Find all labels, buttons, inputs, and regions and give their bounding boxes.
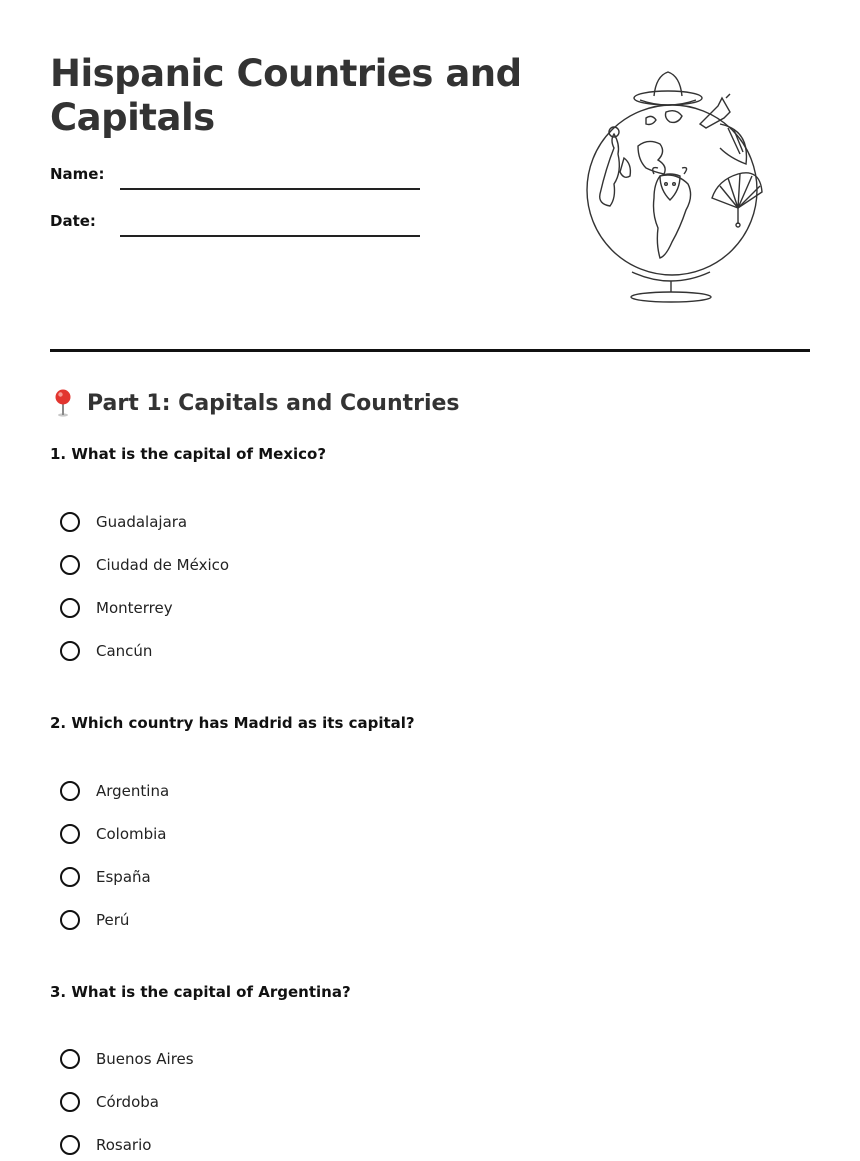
option-2-2[interactable] — [60, 821, 167, 847]
section-title-text: Part 1: Capitals and Countries — [87, 390, 460, 416]
option-3-1[interactable] — [60, 1046, 194, 1072]
radio-button[interactable] — [60, 512, 80, 532]
option-label: Perú — [96, 911, 130, 929]
date-input-line[interactable] — [120, 235, 420, 237]
option-1-4[interactable] — [60, 638, 152, 664]
radio-button[interactable] — [60, 1049, 80, 1069]
option-label: Cancún — [96, 642, 153, 660]
question-2: 2. Which country has Madrid as its capital? — [50, 714, 415, 732]
option-label: Colombia — [96, 825, 167, 843]
page-title: Hispanic Countries and Capitals — [50, 52, 522, 139]
name-field — [50, 165, 430, 195]
name-input-line[interactable] — [120, 188, 420, 190]
option-1-1[interactable] — [60, 509, 187, 535]
radio-button[interactable] — [60, 555, 80, 575]
radio-button[interactable] — [60, 1092, 80, 1112]
date-field — [50, 212, 430, 242]
option-1-2[interactable] — [60, 552, 229, 578]
option-1-3[interactable] — [60, 595, 173, 621]
globe-illustration — [580, 68, 770, 308]
radio-button[interactable] — [60, 781, 80, 801]
option-2-4[interactable] — [60, 907, 129, 933]
radio-button[interactable] — [60, 1135, 80, 1155]
option-label: España — [96, 868, 151, 886]
option-label: Argentina — [96, 782, 170, 800]
question-3: 3. What is the capital of Argentina? — [50, 983, 351, 1001]
radio-button[interactable] — [60, 598, 80, 618]
option-label: Guadalajara — [96, 513, 188, 531]
section-title — [50, 388, 460, 418]
option-label: Buenos Aires — [96, 1050, 194, 1068]
worksheet-page — [50, 0, 810, 1161]
pin-icon — [50, 388, 76, 418]
header-divider — [50, 349, 810, 352]
question-1: 1. What is the capital of Mexico? — [50, 445, 327, 463]
option-3-2[interactable] — [60, 1089, 159, 1115]
option-label: Monterrey — [96, 599, 173, 617]
radio-button[interactable] — [60, 910, 80, 930]
option-label: Ciudad de México — [96, 556, 230, 574]
option-label: Rosario — [96, 1136, 152, 1154]
radio-button[interactable] — [60, 824, 80, 844]
option-2-1[interactable] — [60, 778, 169, 804]
name-label: Name: — [50, 165, 105, 183]
option-2-3[interactable] — [60, 864, 151, 890]
date-label: Date: — [50, 212, 96, 230]
option-3-3[interactable] — [60, 1132, 151, 1158]
option-label: Córdoba — [96, 1093, 159, 1111]
radio-button[interactable] — [60, 867, 80, 887]
radio-button[interactable] — [60, 641, 80, 661]
